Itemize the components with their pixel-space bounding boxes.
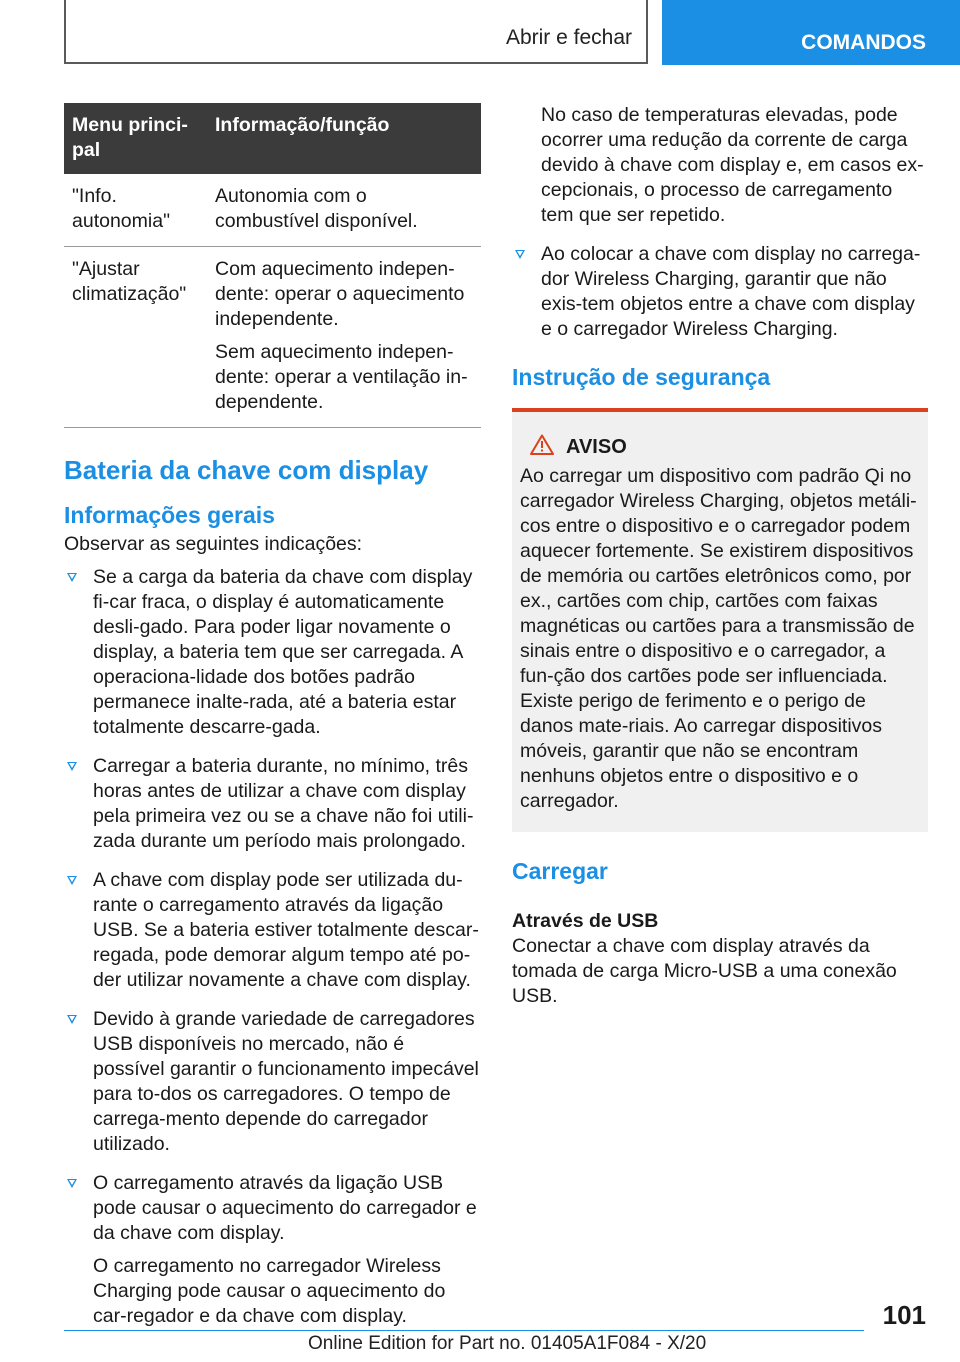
bullet-triangle-icon	[515, 250, 525, 259]
table-cell-menu: "Ajustar climatização"	[64, 247, 207, 428]
list-item-text: Carregar a bateria durante, no mínimo, três horas antes de utilizar a chave com display pela primeira vez ou se a chave não foi utili-zada durante um período mais prolongado.	[93, 755, 474, 852]
subsection-title-general: Informações gerais	[64, 502, 275, 528]
warning-box	[512, 408, 928, 832]
list-item-text: Devido à grande variedade de carregadores USB disponíveis no mercado, não é possível garantir o funcionamento impecável para to-dos os carregadores. O tempo de carrega-mento depende do carregador utilizado.	[93, 1008, 479, 1155]
warning-header	[530, 434, 920, 460]
usb-text: Conectar a chave com display através da tomada de carga Micro-USB a uma conexão USB.	[512, 935, 897, 1007]
warning-text: Ao carregar um dispositivo com padrão Qi no carregador Wireless Charging, objetos metáli-cos entre o dispositivo e o carregador podem aquecer fortemente. Se existirem dispositivos de memória ou cartões eletrônicos como, por ex., cartões com chip, cartões com faixas magnéticas ou cartões para a transmissão de sinais entre o dispositivo e o carregador, a fun-ção dos cartões pode ser influenciada. Existe perigo de ferimento e o perigo de danos mate-riais. Ao carregar dispositivos móveis, garantir que não se encontram nenhuns objetos entre o dispositivo e o carregador.	[520, 465, 917, 812]
list-item	[512, 242, 928, 342]
list-item	[64, 868, 481, 993]
bullet-triangle-icon	[67, 876, 77, 885]
list-item	[64, 754, 481, 854]
list-item-text: Ao colocar a chave com display no carrega-dor Wireless Charging, garantir que não exis-tem objetos entre a chave com display e o carregador Wireless Charging.	[541, 243, 921, 340]
list-item-text: O carregamento no carregador Wireless Charging pode causar o aquecimento do car-regador e da chave com display.	[93, 1255, 446, 1327]
table-row	[64, 174, 481, 247]
right-column	[512, 103, 928, 1009]
menu-info-table	[64, 103, 481, 428]
table-cell-text: Autonomia com o combustível disponível.	[215, 185, 418, 232]
left-column	[64, 103, 481, 1343]
table-cell-menu: "Info. autonomia"	[64, 174, 207, 247]
bullet-triangle-icon	[67, 1015, 77, 1024]
table-cell-text: Sem aquecimento indepen-dente: operar a ventilação in-dependente.	[215, 341, 468, 413]
bullet-triangle-icon	[67, 1179, 77, 1188]
list-item	[64, 565, 481, 740]
header-section-title: Abrir e fechar	[505, 26, 632, 49]
table-cell-info	[207, 247, 481, 428]
usb-title: Através de USB	[512, 910, 659, 932]
charging-list	[512, 242, 928, 342]
table-header-info: Informação/função	[207, 103, 481, 174]
list-item	[64, 1171, 481, 1329]
header-chapter-title: COMANDOS	[801, 30, 926, 54]
table-header-menu: Menu princi-pal	[64, 103, 207, 174]
bullet-triangle-icon	[67, 573, 77, 582]
list-item	[64, 1007, 481, 1157]
list-item-text: O carregamento através da ligação USB pode causar o aquecimento do carregador e da chave com display.	[93, 1172, 477, 1244]
footer-divider	[64, 1330, 864, 1331]
list-item-text: A chave com display pode ser utilizada du-rante o carregamento através da ligação USB. Se a bateria estiver totalmente descar-regada, pode demorar algum tempo até po-der utilizar novamente a chave com display.	[93, 869, 479, 991]
footer-edition: Online Edition for Part no. 01405A1F084 - X/20	[308, 1333, 707, 1354]
table-cell-info	[207, 174, 481, 247]
subsection-title-safety: Instrução de segurança	[512, 364, 771, 390]
subsection-title-charge: Carregar	[512, 858, 608, 884]
table-row	[64, 247, 481, 428]
page-number: 101	[882, 1300, 926, 1330]
table-cell-text: Com aquecimento indepen-dente: operar o aquecimento independente.	[215, 258, 465, 330]
bullet-triangle-icon	[67, 762, 77, 771]
intro-text: Observar as seguintes indicações:	[64, 533, 363, 555]
list-item-text: Se a carga da bateria da chave com display fi-car fraca, o display é automaticamente desli-gado. Para poder ligar novamente o display, a bateria tem que ser carregada. A operaciona-lidade dos botões padrão permanece inalte-rada, até a bateria estar totalmente descarre-gada.	[93, 566, 473, 738]
warning-triangle-icon	[530, 434, 554, 460]
header-section-tab	[64, 0, 648, 64]
section-title: Bateria da chave com display	[64, 455, 429, 485]
indications-list	[64, 565, 481, 1329]
table-header-row	[64, 103, 481, 174]
header-chapter-tab	[662, 0, 960, 65]
warning-label: AVISO	[566, 435, 627, 458]
continuation-text: No caso de temperaturas elevadas, pode ocorrer uma redução da corrente de carga devido à chave com display e, em casos ex-cepcionais, o processo de carregamento tem que ser repetido.	[541, 104, 924, 226]
